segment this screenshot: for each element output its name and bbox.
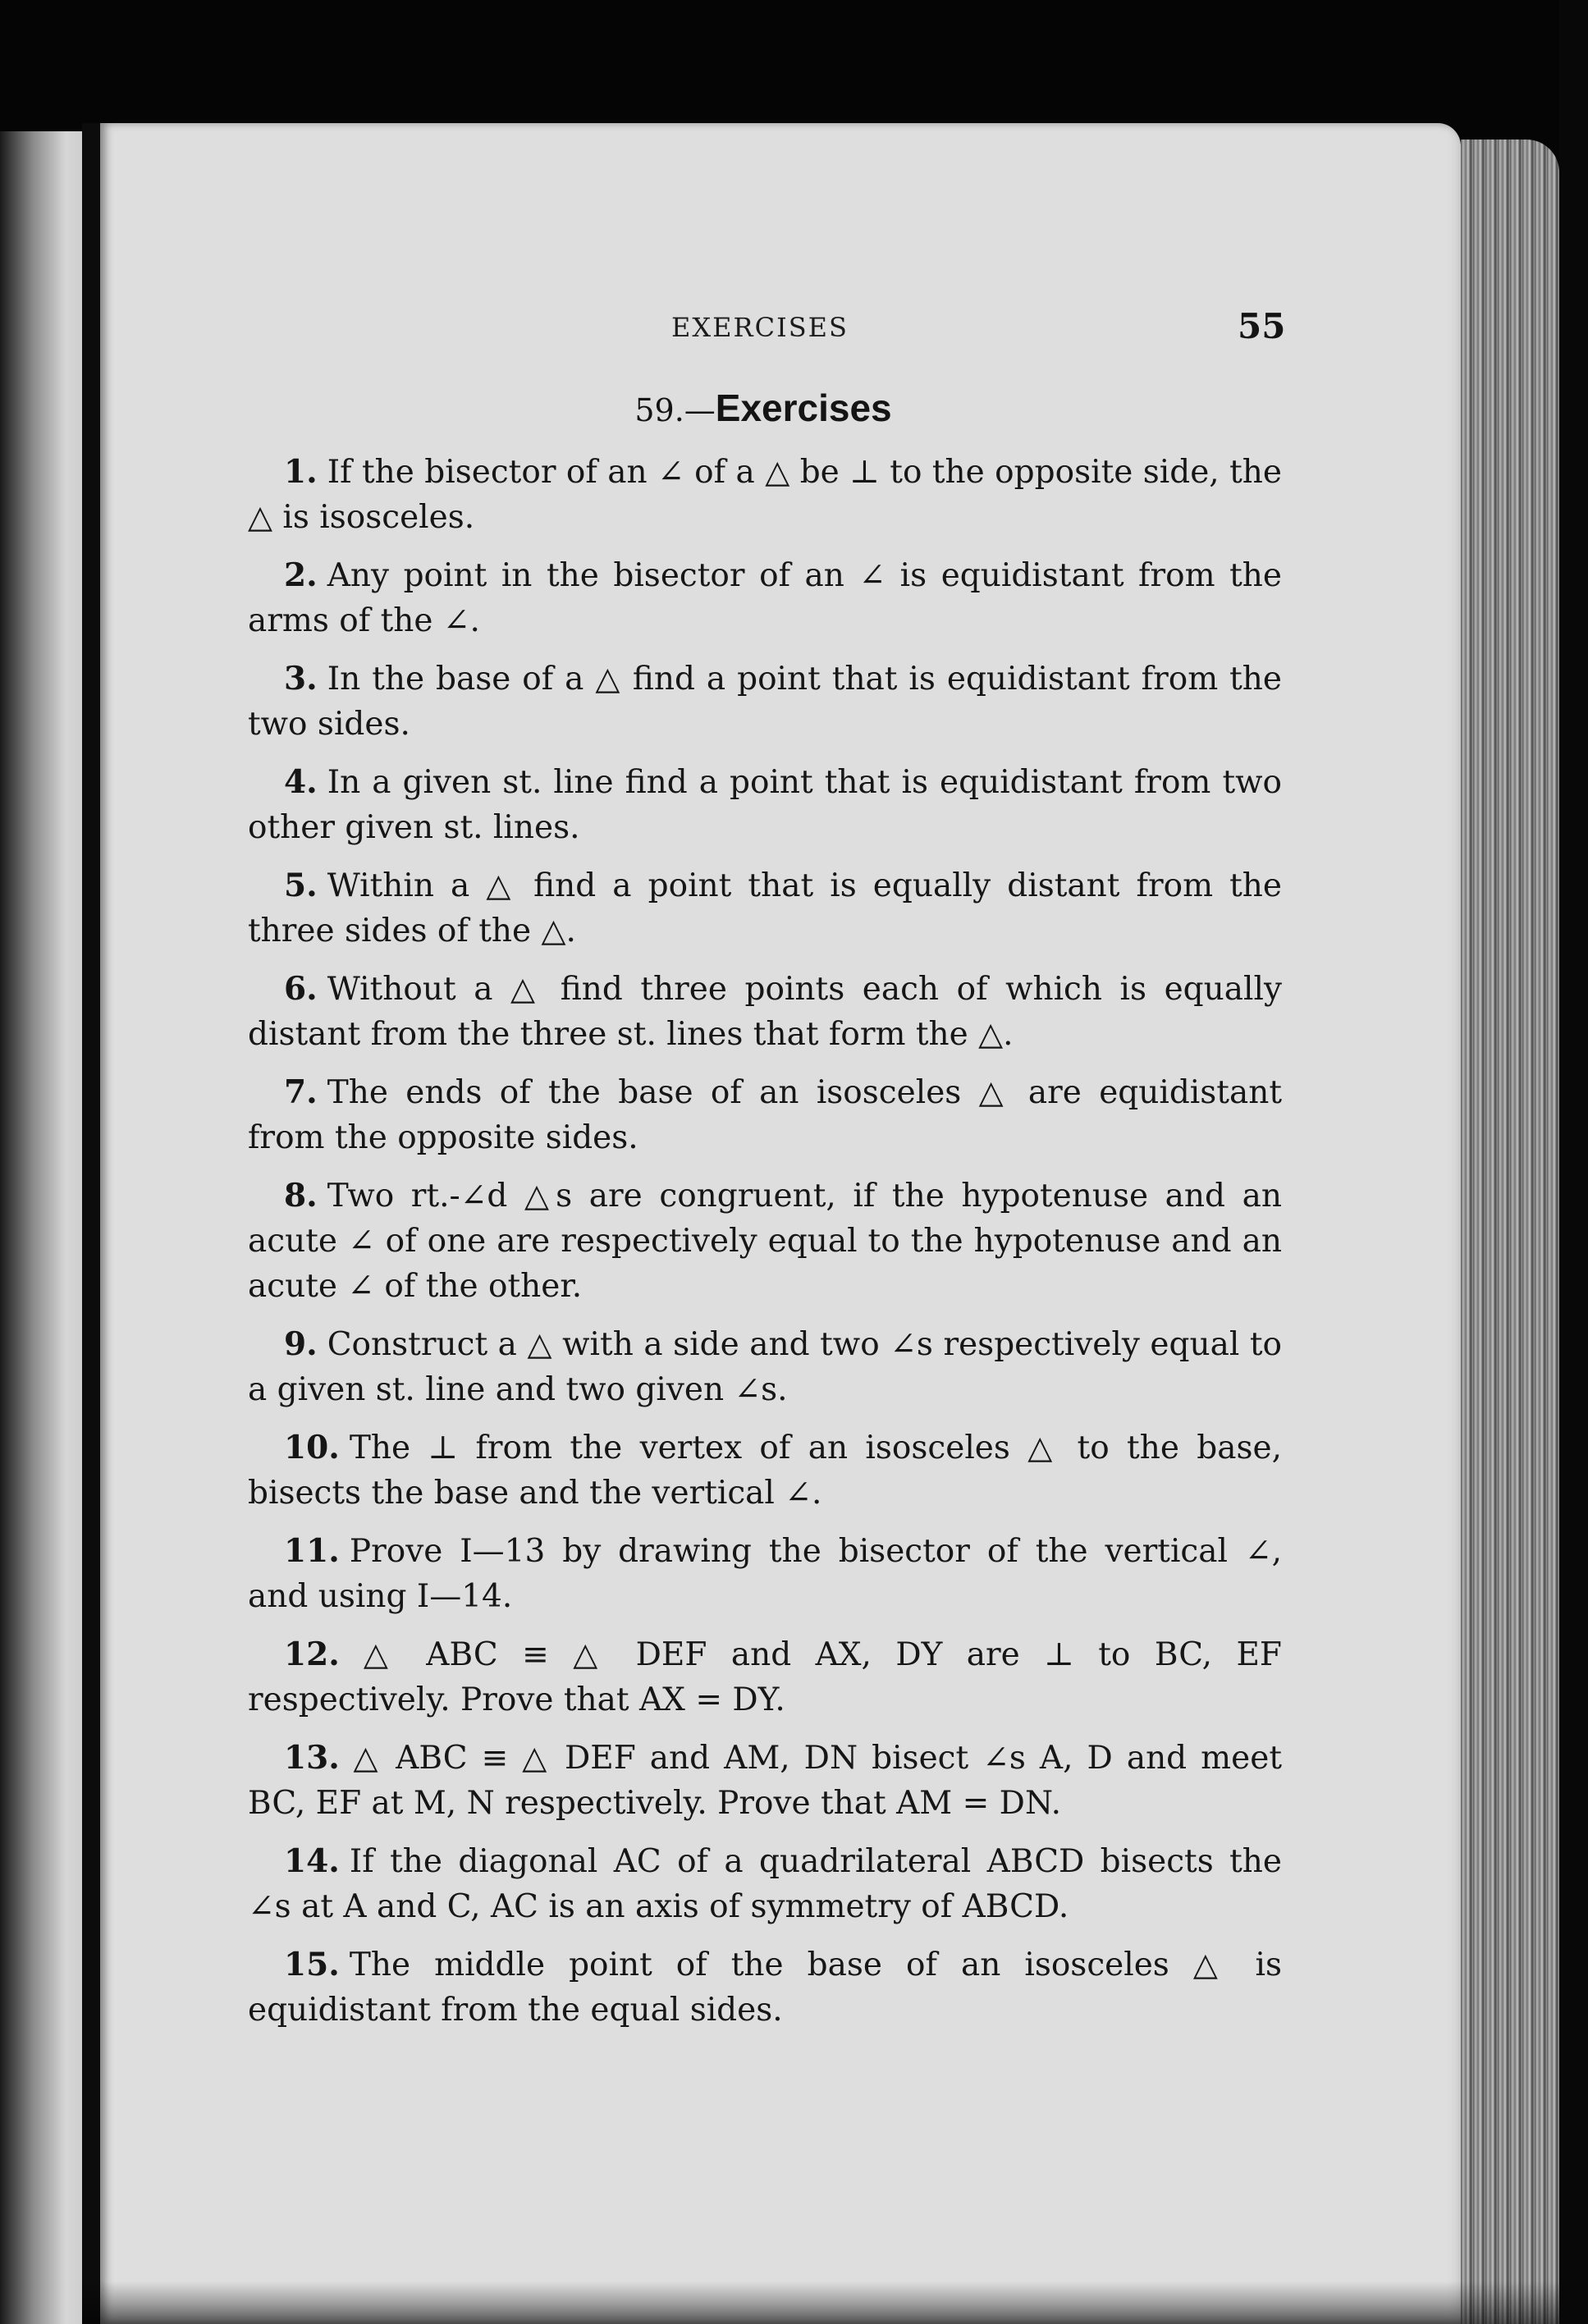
exercise-item	[248, 863, 1282, 954]
exercise-number: 2.	[284, 556, 318, 594]
exercise-item	[248, 450, 1282, 540]
exercise-number: 6.	[284, 970, 318, 1008]
exercise-text: Construct a △ with a side and two ∠s respectively equal to a given st. line and two given ∠s.	[248, 1326, 1282, 1408]
exercise-text: The middle point of the base of an isosceles △ is equidistant from the equal sides.	[248, 1947, 1282, 2029]
exercise-item	[248, 1070, 1282, 1160]
exercise-number: 3.	[284, 660, 318, 698]
exercise-number: 10.	[284, 1429, 340, 1466]
exercise-item	[248, 967, 1282, 1057]
section-title: Exercises	[715, 387, 892, 429]
exercise-number: 8.	[284, 1177, 318, 1215]
exercise-number: 13.	[284, 1739, 340, 1777]
exercise-item	[248, 1736, 1282, 1826]
exercise-number: 4.	[284, 763, 318, 801]
exercise-number: 9.	[284, 1325, 318, 1363]
exercise-item	[248, 1942, 1282, 2033]
exercise-number: 15.	[284, 1946, 340, 1983]
exercise-item	[248, 760, 1282, 850]
exercise-text: In the base of a △ find a point that is equidistant from the two sides.	[248, 661, 1282, 743]
exercise-item	[248, 656, 1282, 747]
page-number: 55	[1238, 306, 1286, 346]
scan-border	[1559, 0, 1588, 2324]
exercise-text: Within a △ find a point that is equally distant from the three sides of the △.	[248, 867, 1282, 949]
exercise-text: △ ABC ≡ △ DEF and AM, DN bisect ∠s A, D and meet BC, EF at M, N respectively. Prove that AM = DN.	[248, 1740, 1282, 1822]
exercise-text: If the diagonal AC of a quadrilateral ABCD bisects the ∠s at A and C, AC is an axis of symmetry of ABCD.	[248, 1843, 1282, 1925]
exercise-item	[248, 1839, 1282, 1929]
exercise-text: Any point in the bisector of an ∠ is equidistant from the arms of the ∠.	[248, 557, 1282, 639]
exercise-list	[248, 450, 1282, 2046]
exercise-text: If the bisector of an ∠ of a △ be ⊥ to the opposite side, the △ is isosceles.	[248, 454, 1282, 536]
running-head: EXERCISES	[671, 312, 849, 343]
facing-page-edge	[0, 131, 82, 2324]
exercise-text: The ⊥ from the vertex of an isosceles △ to the base, bisects the base and the vertical ∠.	[248, 1430, 1282, 1512]
exercise-number: 14.	[284, 1842, 340, 1880]
page-edges-stack	[1461, 140, 1559, 2324]
section-number: 59.—	[634, 392, 716, 428]
exercise-item	[248, 1632, 1282, 1722]
page-bottom-shadow	[82, 2281, 1559, 2324]
exercise-number: 5.	[284, 867, 318, 904]
exercise-text: In a given st. line find a point that is equidistant from two other given st. lines.	[248, 764, 1282, 846]
section-heading	[246, 386, 1280, 430]
exercise-text: Two rt.-∠d △s are congruent, if the hypotenuse and an acute ∠ of one are respectively equal to the hypotenuse and an acute ∠ of the other.	[248, 1178, 1282, 1305]
exercise-item	[248, 553, 1282, 643]
exercise-text: Without a △ find three points each of which is equally distant from the three st. lines that form the △.	[248, 971, 1282, 1053]
exercise-item	[248, 1322, 1282, 1412]
exercise-text: △ ABC ≡ △ DEF and AX, DY are ⊥ to BC, EF respectively. Prove that AX = DY.	[248, 1636, 1282, 1718]
exercise-number: 12.	[284, 1635, 340, 1673]
exercise-number: 11.	[284, 1532, 340, 1570]
book-gutter	[82, 123, 100, 2324]
exercise-number: 7.	[284, 1073, 318, 1111]
exercise-item	[248, 1173, 1282, 1309]
exercise-number: 1.	[284, 453, 318, 491]
exercise-item	[248, 1529, 1282, 1619]
exercise-text: The ends of the base of an isosceles △ are equidistant from the opposite sides.	[248, 1074, 1282, 1156]
exercise-text: Prove I—13 by drawing the bisector of the vertical ∠, and using I—14.	[248, 1533, 1282, 1615]
exercise-item	[248, 1425, 1282, 1516]
